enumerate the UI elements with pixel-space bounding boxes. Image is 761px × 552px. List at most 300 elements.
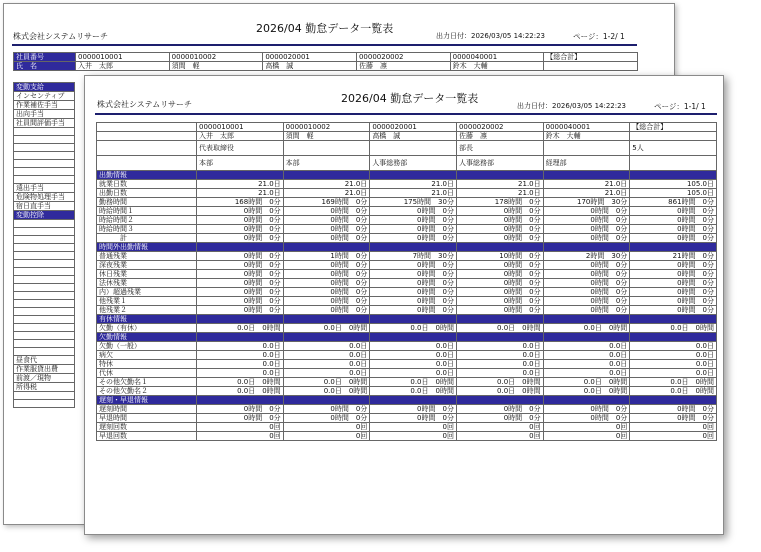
value-cell: 0時間 0分: [630, 225, 717, 234]
value-cell: 0.0日: [456, 351, 543, 360]
value-cell: 0時間 0分: [543, 297, 630, 306]
back-left-row: [14, 176, 75, 184]
value-cell: 105.0日: [630, 189, 717, 198]
back-left-row: [14, 119, 75, 128]
page-number: [573, 31, 625, 42]
output-date: [517, 101, 626, 111]
value-cell: 0.0日 0時間: [456, 387, 543, 396]
value-cell: 0時間 0分: [630, 405, 717, 414]
section-spacer: [370, 171, 457, 180]
department-cell: 人事総務部: [370, 156, 457, 171]
report-title: 2026/04 勤怠データ一覧表: [341, 92, 479, 105]
emp-id-cell: 0000020002: [456, 123, 543, 132]
row-label: インセンティブ: [14, 92, 75, 101]
row-label: 時給時間３: [97, 225, 197, 234]
page-number-label: ページ：: [654, 102, 684, 111]
table-row: [97, 423, 717, 432]
value-cell: 0時間 0分: [630, 288, 717, 297]
value-cell: 0時間 0分: [456, 288, 543, 297]
back-left-row: [14, 292, 75, 300]
emp-id-cell: 0000020001: [370, 123, 457, 132]
row-label: 法休残業: [97, 279, 197, 288]
value-cell: 0時間 0分: [630, 297, 717, 306]
value-cell: 0時間 0分: [630, 216, 717, 225]
value-cell: 21.0日: [456, 189, 543, 198]
value-cell: 0時間 0分: [283, 288, 370, 297]
row-label: 計: [97, 234, 197, 243]
value-cell: 0回: [283, 432, 370, 441]
back-left-row: [14, 228, 75, 236]
value-cell: 0.0日: [370, 342, 457, 351]
row-label: 特休: [97, 360, 197, 369]
value-cell: 0.0日: [197, 369, 284, 378]
value-cell: 0時間 0分: [370, 414, 457, 423]
back-left-row: [14, 211, 75, 220]
back-left-row: [14, 356, 75, 365]
value-cell: 0.0日: [630, 369, 717, 378]
header-label: 社員番号: [97, 123, 197, 132]
row-label: 遠出手当: [14, 184, 75, 193]
row-label: 早退回数: [97, 432, 197, 441]
value-cell: 0時間 0分: [370, 207, 457, 216]
emp-id-cell: 0000040001: [543, 123, 630, 132]
section-spacer: [456, 315, 543, 324]
output-date-value: 2026/03/05 14:22:23: [471, 32, 546, 40]
position-cell: 代表取締役: [197, 141, 284, 156]
table-row: [97, 369, 717, 378]
row-label: 早退時間: [97, 414, 197, 423]
row-label: その他欠勤名２: [97, 387, 197, 396]
emp-id-cell: 0000010002: [169, 53, 263, 62]
value-cell: 21.0日: [543, 189, 630, 198]
row-label: 遅刻時間: [97, 405, 197, 414]
value-cell: 0時間 0分: [456, 261, 543, 270]
back-left-row: [14, 144, 75, 152]
table-row: [97, 342, 717, 351]
row-label: [14, 220, 75, 228]
section-header: 変動控除: [14, 211, 75, 220]
value-cell: 0時間 0分: [630, 207, 717, 216]
value-cell: 0時間 0分: [370, 261, 457, 270]
back-left-row: [14, 365, 75, 374]
section-spacer: [630, 396, 717, 405]
value-cell: 0時間 0分: [370, 306, 457, 315]
section-title: 遅刻・早退情報: [97, 396, 197, 405]
section-spacer: [197, 171, 284, 180]
row-label: 遅刻回数: [97, 423, 197, 432]
output-date: [436, 31, 545, 41]
value-cell: 0時間 0分: [630, 414, 717, 423]
back-left-row: [14, 101, 75, 110]
value-cell: 0時間 0分: [630, 234, 717, 243]
section-spacer: [283, 243, 370, 252]
value-cell: 0.0日 0時間: [630, 387, 717, 396]
back-left-row: [14, 268, 75, 276]
value-cell: 0時間 0分: [197, 306, 284, 315]
value-cell: 0時間 0分: [543, 261, 630, 270]
page-number-label: ページ：: [573, 32, 603, 41]
table-row: [97, 324, 717, 333]
position-cell: 5人: [630, 141, 717, 156]
value-cell: 0時間 0分: [370, 216, 457, 225]
value-cell: 0.0日 0時間: [283, 324, 370, 333]
row-label: [14, 400, 75, 408]
value-cell: 0回: [370, 423, 457, 432]
value-cell: 0時間 0分: [630, 270, 717, 279]
section-header-row: [97, 396, 717, 405]
value-cell: 0時間 0分: [197, 405, 284, 414]
value-cell: 0時間 0分: [370, 297, 457, 306]
section-spacer: [456, 333, 543, 342]
value-cell: 0時間 0分: [456, 207, 543, 216]
value-cell: 0時間 0分: [456, 216, 543, 225]
value-cell: 0時間 0分: [370, 405, 457, 414]
emp-name-cell: 鈴木 大輔: [543, 132, 630, 141]
table-row: [97, 180, 717, 189]
row-label: 作業補佐手当: [14, 101, 75, 110]
table-row: [97, 360, 717, 369]
value-cell: 0時間 0分: [456, 414, 543, 423]
value-cell: 0回: [543, 423, 630, 432]
back-left-row: [14, 340, 75, 348]
section-spacer: [197, 333, 284, 342]
row-label: [14, 316, 75, 324]
value-cell: 0.0日: [283, 342, 370, 351]
header-label: 氏 名: [97, 132, 197, 141]
value-cell: 0時間 0分: [197, 261, 284, 270]
section-spacer: [283, 171, 370, 180]
value-cell: 0時間 0分: [370, 288, 457, 297]
value-cell: 0.0日 0時間: [197, 378, 284, 387]
back-left-row: [14, 260, 75, 268]
value-cell: 0.0日: [630, 342, 717, 351]
title-rule: [95, 113, 717, 115]
emp-name-cell: 須間 軽: [169, 62, 263, 71]
value-cell: 0.0日: [370, 369, 457, 378]
emp-name-cell: 佐藤 凛: [356, 62, 450, 71]
row-label: 内）超過残業: [97, 288, 197, 297]
section-spacer: [283, 315, 370, 324]
value-cell: 0時間 0分: [283, 261, 370, 270]
value-cell: 0時間 0分: [456, 306, 543, 315]
value-cell: 0.0日 0時間: [543, 387, 630, 396]
value-cell: 0.0日: [630, 351, 717, 360]
value-cell: 0時間 0分: [283, 306, 370, 315]
row-label: 他残業１: [97, 297, 197, 306]
table-row: [97, 216, 717, 225]
row-label: 危険物処理手当: [14, 193, 75, 202]
section-spacer: [283, 333, 370, 342]
value-cell: 0.0日: [543, 342, 630, 351]
value-cell: 10時間 0分: [456, 252, 543, 261]
value-cell: 21.0日: [197, 189, 284, 198]
value-cell: 0回: [456, 432, 543, 441]
value-cell: 175時間 30分: [370, 198, 457, 207]
value-cell: 0.0日: [630, 360, 717, 369]
section-spacer: [370, 315, 457, 324]
value-cell: 0時間 0分: [456, 270, 543, 279]
row-label: 就業日数: [97, 180, 197, 189]
value-cell: 0.0日 0時間: [370, 324, 457, 333]
row-label: [14, 228, 75, 236]
department-row: [97, 156, 717, 171]
row-label: 深夜残業: [97, 261, 197, 270]
position-cell: 部長: [456, 141, 543, 156]
row-label: [14, 244, 75, 252]
value-cell: 0時間 0分: [197, 297, 284, 306]
emp-name-cell: 鈴木 大輔: [450, 62, 544, 71]
table-row: [97, 252, 717, 261]
value-cell: 0.0日: [543, 369, 630, 378]
output-date-label: 出力日付：: [517, 102, 552, 110]
emp-name-cell: [544, 62, 638, 71]
section-spacer: [370, 396, 457, 405]
section-header-row: [97, 243, 717, 252]
row-label: [14, 324, 75, 332]
value-cell: 0時間 0分: [630, 261, 717, 270]
value-cell: 0.0日 0時間: [370, 378, 457, 387]
row-label: 宿日直手当: [14, 202, 75, 211]
value-cell: 0時間 0分: [283, 207, 370, 216]
value-cell: 0時間 0分: [543, 405, 630, 414]
section-spacer: [283, 396, 370, 405]
value-cell: 0時間 0分: [370, 270, 457, 279]
back-left-row: [14, 252, 75, 260]
back-left-row: [14, 220, 75, 228]
section-spacer: [630, 243, 717, 252]
section-spacer: [456, 171, 543, 180]
back-left-row: [14, 400, 75, 408]
section-spacer: [543, 171, 630, 180]
row-label: [14, 308, 75, 316]
row-label: [14, 276, 75, 284]
value-cell: 0.0日: [543, 360, 630, 369]
table-row: [97, 189, 717, 198]
value-cell: 0時間 0分: [543, 216, 630, 225]
row-label: [14, 144, 75, 152]
value-cell: 169時間 0分: [283, 198, 370, 207]
report-title: 2026/04 勤怠データ一覧表: [256, 22, 394, 35]
value-cell: 21.0日: [543, 180, 630, 189]
section-spacer: [197, 315, 284, 324]
value-cell: 0回: [456, 423, 543, 432]
table-row: [97, 198, 717, 207]
header-label: 社員番号: [14, 53, 76, 62]
emp-id-cell: 【総合計】: [544, 53, 638, 62]
table-row: [97, 306, 717, 315]
table-row: [97, 288, 717, 297]
back-left-column: [13, 82, 75, 408]
value-cell: 0時間 0分: [543, 270, 630, 279]
emp-name-cell: 高橋 誠: [370, 132, 457, 141]
value-cell: 0.0日 0時間: [370, 387, 457, 396]
back-left-row: [14, 316, 75, 324]
value-cell: 0.0日 0時間: [456, 378, 543, 387]
emp-id-cell: 0000010002: [283, 123, 370, 132]
back-left-row: [14, 152, 75, 160]
page-number-value: 1-1/ 1: [683, 102, 706, 111]
value-cell: 0回: [197, 432, 284, 441]
emp-name-cell: [630, 132, 717, 141]
back-left-row: [14, 300, 75, 308]
value-cell: 0回: [630, 432, 717, 441]
value-cell: 0.0日: [283, 360, 370, 369]
back-header-table: [13, 52, 638, 71]
value-cell: 0.0日 0時間: [456, 324, 543, 333]
emp-id-cell: 0000010001: [76, 53, 170, 62]
back-left-row: [14, 348, 75, 356]
value-cell: 0時間 0分: [197, 288, 284, 297]
back-emp-name-row: [14, 62, 638, 71]
section-title: 出勤情報: [97, 171, 197, 180]
row-label: 欠勤（一般）: [97, 342, 197, 351]
value-cell: 0.0日 0時間: [283, 387, 370, 396]
row-label: [14, 252, 75, 260]
row-label: [14, 168, 75, 176]
back-left-row: [14, 160, 75, 168]
value-cell: 0回: [630, 423, 717, 432]
row-label: [14, 128, 75, 136]
output-date-value: 2026/03/05 14:22:23: [552, 102, 627, 110]
row-label: [14, 160, 75, 168]
table-row: [97, 234, 717, 243]
title-rule: [12, 44, 637, 46]
row-label: 病欠: [97, 351, 197, 360]
value-cell: 0時間 0分: [283, 225, 370, 234]
department-cell: 本部: [283, 156, 370, 171]
row-label: [14, 300, 75, 308]
emp-name-cell: 高橋 誠: [263, 62, 357, 71]
value-cell: 0回: [543, 432, 630, 441]
table-row: [97, 270, 717, 279]
back-emp-id-row: [14, 53, 638, 62]
emp-id-cell: 0000020001: [263, 53, 357, 62]
row-label: 作業服貸出費: [14, 365, 75, 374]
value-cell: 0.0日 0時間: [630, 378, 717, 387]
value-cell: 7時間 30分: [370, 252, 457, 261]
row-label: [14, 332, 75, 340]
position-cell: [370, 141, 457, 156]
value-cell: 0時間 0分: [197, 270, 284, 279]
emp-id-cell: 0000040001: [450, 53, 544, 62]
value-cell: 0時間 0分: [456, 405, 543, 414]
section-spacer: [370, 243, 457, 252]
value-cell: 0時間 0分: [456, 234, 543, 243]
section-spacer: [197, 396, 284, 405]
position-row: [97, 141, 717, 156]
table-row: [97, 351, 717, 360]
header-label: 氏 名: [14, 62, 76, 71]
back-left-row: [14, 276, 75, 284]
table-row: [97, 387, 717, 396]
table-row: [97, 225, 717, 234]
value-cell: 0時間 0分: [197, 252, 284, 261]
value-cell: 0時間 0分: [543, 279, 630, 288]
back-left-row: [14, 236, 75, 244]
department-cell: 人事総務部: [456, 156, 543, 171]
back-left-row: [14, 308, 75, 316]
value-cell: 0.0日: [456, 369, 543, 378]
section-spacer: [197, 243, 284, 252]
value-cell: 0時間 0分: [543, 288, 630, 297]
value-cell: 0時間 0分: [197, 225, 284, 234]
table-row: [97, 207, 717, 216]
header-label: 役 職: [97, 141, 197, 156]
row-label: 代休: [97, 369, 197, 378]
row-label: [14, 268, 75, 276]
back-left-row: [14, 284, 75, 292]
back-left-row: [14, 324, 75, 332]
table-row: [97, 378, 717, 387]
value-cell: 0.0日: [370, 360, 457, 369]
back-left-row: [14, 244, 75, 252]
back-left-row: [14, 374, 75, 383]
section-spacer: [630, 171, 717, 180]
emp-name-cell: 入井 太郎: [197, 132, 284, 141]
position-cell: [543, 141, 630, 156]
row-label: 勤務時間: [97, 198, 197, 207]
value-cell: 0.0日 0時間: [197, 324, 284, 333]
emp-id-cell: 【総合計】: [630, 123, 717, 132]
section-header-row: [97, 171, 717, 180]
row-label: 出勤日数: [97, 189, 197, 198]
row-label: [14, 260, 75, 268]
section-spacer: [370, 333, 457, 342]
value-cell: 0時間 0分: [543, 207, 630, 216]
value-cell: 21.0日: [197, 180, 284, 189]
emp-name-cell: 佐藤 凛: [456, 132, 543, 141]
value-cell: 0時間 0分: [197, 279, 284, 288]
back-left-row: [14, 184, 75, 193]
row-label: 他残業２: [97, 306, 197, 315]
back-left-row: [14, 202, 75, 211]
row-label: [14, 284, 75, 292]
section-header: 変動支給: [14, 83, 75, 92]
row-label: [14, 136, 75, 144]
table-row: [97, 297, 717, 306]
value-cell: 0回: [370, 432, 457, 441]
value-cell: 0時間 0分: [456, 297, 543, 306]
back-left-row: [14, 332, 75, 340]
value-cell: 0.0日: [197, 351, 284, 360]
row-label: [14, 236, 75, 244]
value-cell: 0.0日 0時間: [197, 387, 284, 396]
value-cell: 0時間 0分: [543, 225, 630, 234]
value-cell: 0.0日: [197, 342, 284, 351]
value-cell: 21時間 0分: [630, 252, 717, 261]
value-cell: 168時間 0分: [197, 198, 284, 207]
value-cell: 0時間 0分: [370, 225, 457, 234]
row-label: 休日残業: [97, 270, 197, 279]
back-left-row: [14, 128, 75, 136]
section-title: 時間外出勤情報: [97, 243, 197, 252]
value-cell: 0時間 0分: [630, 279, 717, 288]
row-label: 欠勤（有休）: [97, 324, 197, 333]
section-spacer: [543, 396, 630, 405]
emp-name-cell: 須間 軽: [283, 132, 370, 141]
table-row: [97, 405, 717, 414]
table-row: [97, 414, 717, 423]
value-cell: 0.0日 0時間: [283, 378, 370, 387]
back-left-row: [14, 392, 75, 400]
value-cell: 1時間 0分: [283, 252, 370, 261]
value-cell: 0.0日: [456, 342, 543, 351]
value-cell: 21.0日: [283, 180, 370, 189]
emp-id-row: [97, 123, 717, 132]
value-cell: 170時間 30分: [543, 198, 630, 207]
section-spacer: [456, 243, 543, 252]
section-header-row: [97, 315, 717, 324]
